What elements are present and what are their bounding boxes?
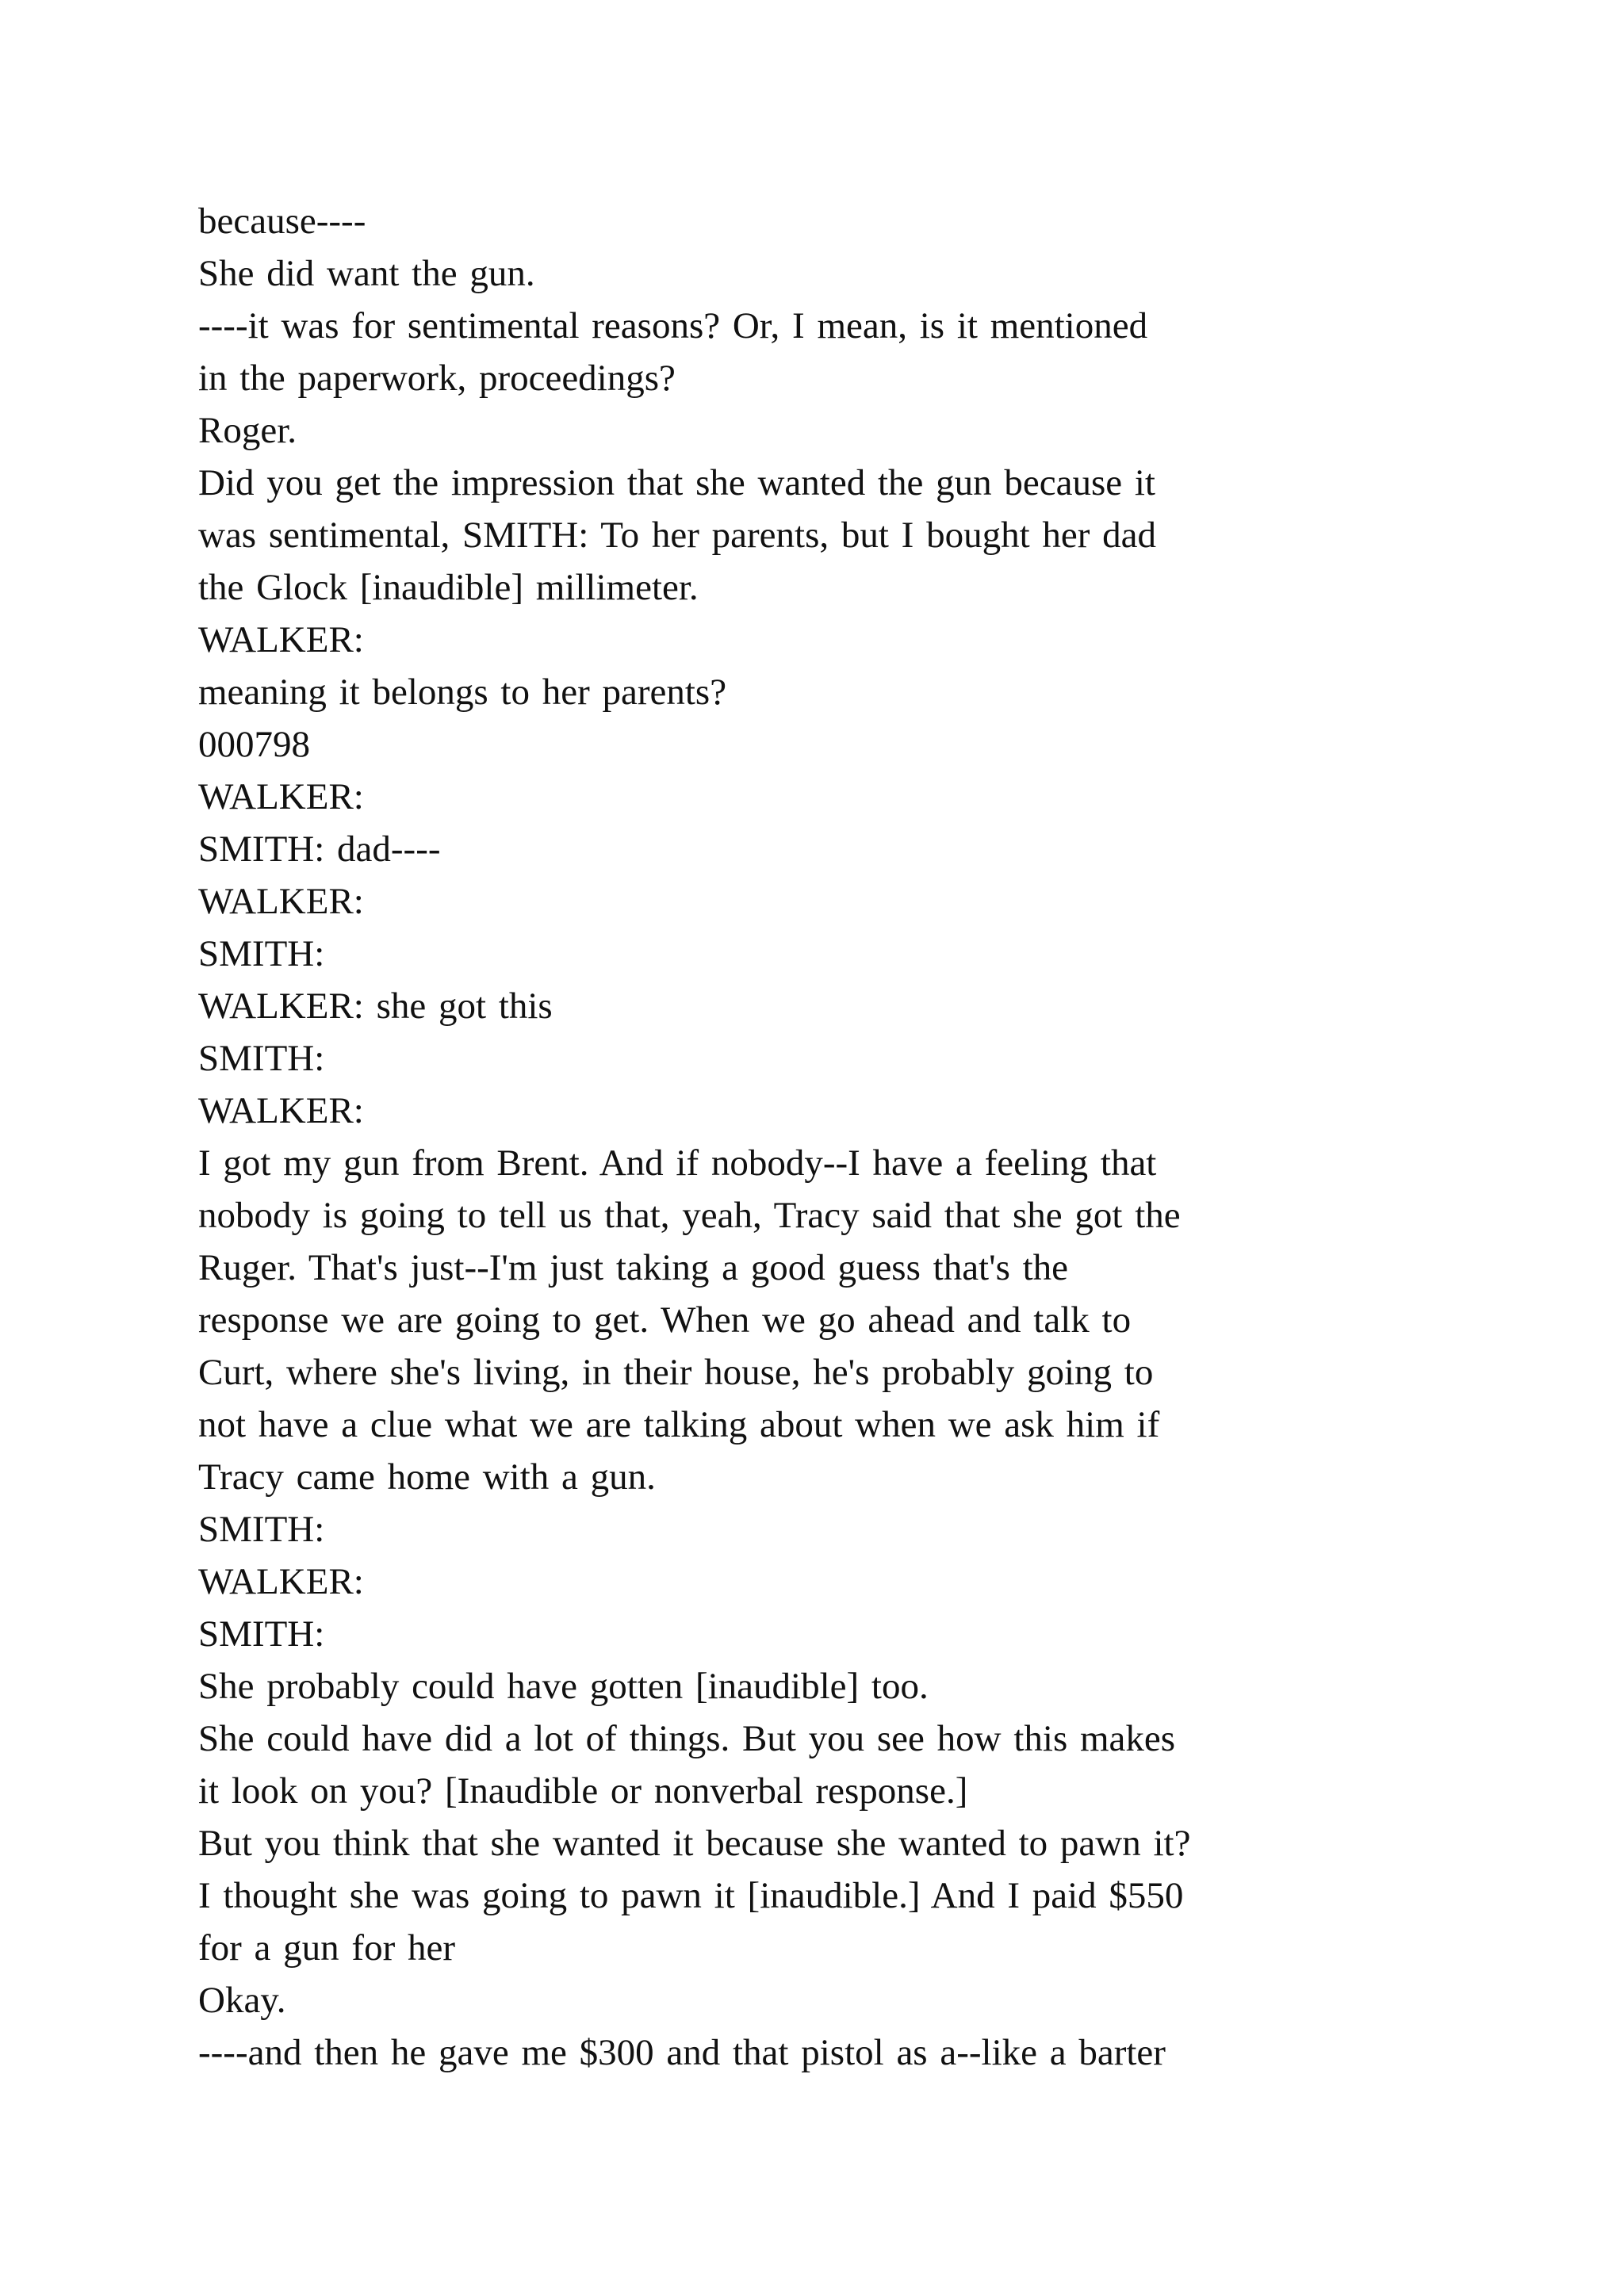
text-line: Did you get the impression that she wanted the gun because it [198,462,1155,503]
text-line: I thought she was going to pawn it [inaudible.] And I paid $550 [198,1875,1184,1916]
speaker-label: SMITH: [198,933,325,974]
text-line: Roger. [198,410,297,451]
text-line: meaning it belongs to her parents? [198,672,727,713]
text-line: She probably could have gotten [inaudible] too. [198,1666,929,1707]
text-line: for a gun for her [198,1927,455,1969]
text-line: response we are going to get. When we go ahead and talk to [198,1299,1132,1341]
text-line: ----it was for sentimental reasons? Or, I mean, is it mentioned [198,305,1148,346]
speaker-label: WALKER: [198,776,364,817]
text-line: not have a clue what we are talking about when we ask him if [198,1404,1160,1445]
text-line: Curt, where she's living, in their house, he's probably going to [198,1352,1154,1393]
speaker-label: WALKER: [198,881,364,922]
text-line: But you think that she wanted it because she wanted to pawn it? [198,1823,1191,1864]
text-line: She did want the gun. [198,253,535,294]
text-line: the Glock [inaudible] millimeter. [198,567,699,608]
text-line: Okay. [198,1980,286,2021]
speaker-label: WALKER: [198,619,364,660]
text-line: Tracy came home with a gun. [198,1456,656,1498]
bates-number: 000798 [198,724,310,765]
text-line: ----and then he gave me $300 and that pistol as a--like a barter [198,2032,1166,2073]
text-line: because---- [198,201,366,242]
text-line: it look on you? [Inaudible or nonverbal response.] [198,1770,968,1812]
transcript-text [198,195,1435,2079]
text-line: She could have did a lot of things. But you see how this makes [198,1718,1176,1759]
text-line: Ruger. That's just--I'm just taking a good guess that's the [198,1247,1069,1288]
speaker-label: WALKER: [198,1090,364,1131]
text-line: in the paperwork, proceedings? [198,358,676,399]
speaker-label: SMITH: [198,1038,325,1079]
text-line: I got my gun from Brent. And if nobody--I have a feeling that [198,1142,1157,1184]
text-line: nobody is going to tell us that, yeah, Tracy said that she got the [198,1195,1181,1236]
text-line: WALKER: she got this [198,985,553,1027]
text-line: SMITH: dad---- [198,828,441,870]
speaker-label: SMITH: [198,1509,325,1550]
speaker-label: WALKER: [198,1561,364,1602]
speaker-label: SMITH: [198,1613,325,1655]
text-line: was sentimental, SMITH: To her parents, but I bought her dad [198,515,1157,556]
